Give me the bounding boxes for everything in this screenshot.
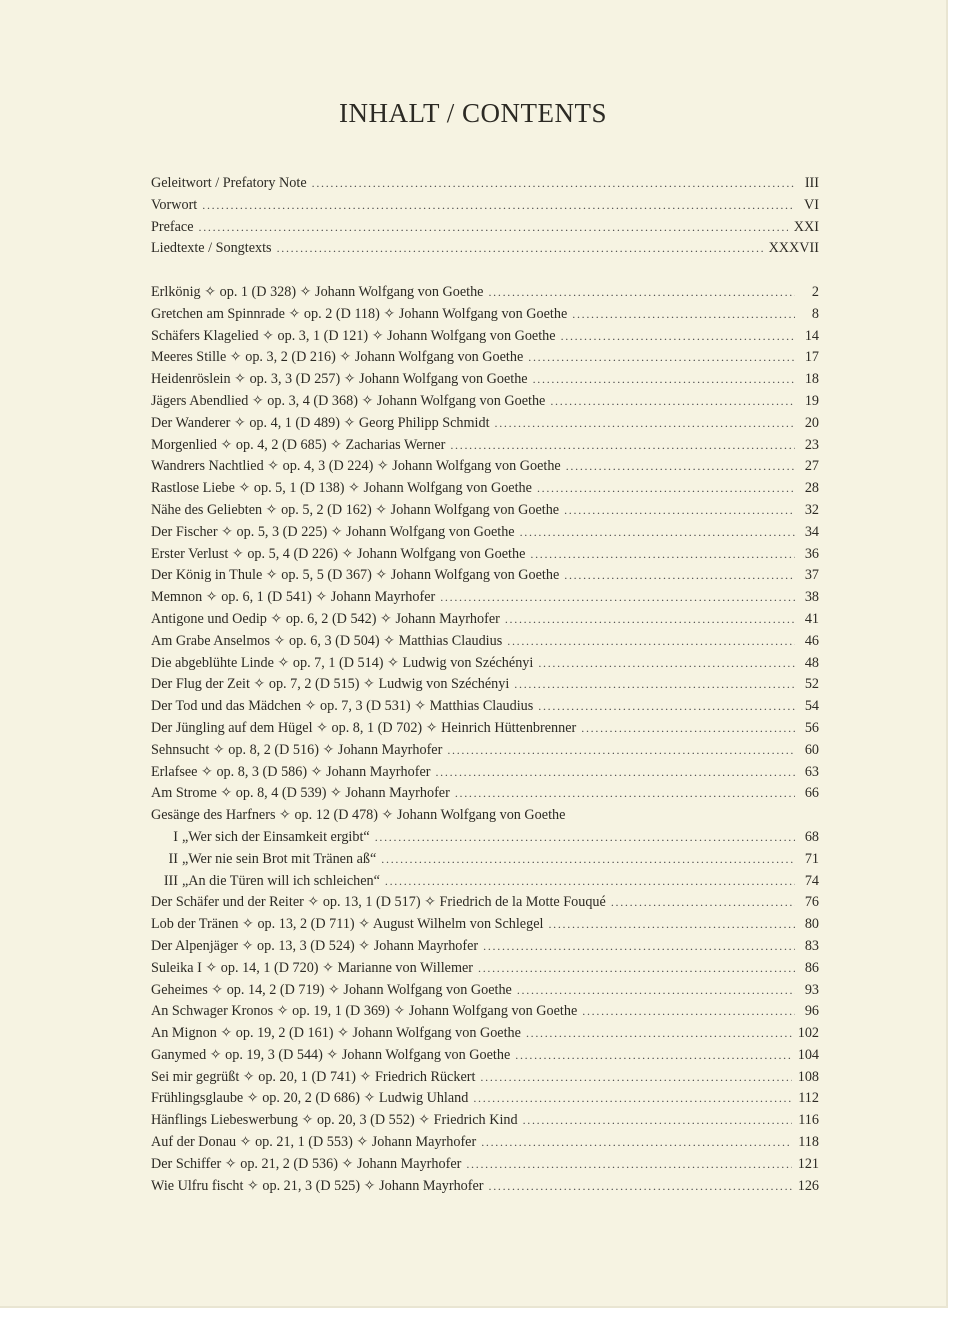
toc-entry <box>151 565 819 587</box>
dot-leader <box>523 1110 793 1132</box>
toc-entry <box>151 217 819 239</box>
entry-title: Meeres Stille ✧ op. 3, 2 (D 216) ✧ Johann Wolfgang von Goethe <box>151 349 524 366</box>
entry-title <box>160 827 370 849</box>
dot-leader <box>564 500 795 522</box>
dot-leader <box>483 936 795 958</box>
dot-leader <box>581 718 795 740</box>
page-number: 74 <box>804 872 819 889</box>
entry-title: Heidenröslein ✧ op. 3, 3 (D 257) ✧ Johann Wolfgang von Goethe <box>151 371 528 388</box>
page-number: 32 <box>804 501 819 518</box>
dot-leader <box>517 980 795 1002</box>
entry-title: Erster Verlust ✧ op. 5, 4 (D 226) ✧ Johann Wolfgang von Goethe <box>151 545 526 562</box>
entry-title: Morgenlied ✧ op. 4, 2 (D 685) ✧ Zacharias Werner <box>151 436 446 453</box>
page-number: 37 <box>804 567 819 584</box>
page-number: 102 <box>797 1025 819 1042</box>
page-number: 116 <box>798 1112 819 1129</box>
roman-numeral: III <box>163 872 178 889</box>
dot-leader <box>488 282 795 304</box>
page-number: 83 <box>804 937 819 954</box>
toc-subentry <box>151 871 819 893</box>
page-number: 2 <box>811 284 819 300</box>
page-number: 36 <box>804 545 819 562</box>
dot-leader <box>564 565 795 587</box>
dot-leader <box>611 892 795 914</box>
entry-title: Wandrers Nachtlied ✧ op. 4, 3 (D 224) ✧ Johann Wolfgang von Goethe <box>151 458 561 475</box>
toc-entry <box>151 783 819 805</box>
toc-entry <box>151 369 819 391</box>
toc-entry <box>151 282 819 304</box>
front-matter-list <box>151 173 819 260</box>
entry-title: Erlkönig ✧ op. 1 (D 328) ✧ Johann Wolfgang von Goethe <box>151 284 484 300</box>
subentry-text: „An die Türen will ich schleichen“ <box>182 872 380 889</box>
page-number: 14 <box>804 327 819 344</box>
entry-title: Erlafsee ✧ op. 8, 3 (D 586) ✧ Johann Mayrhofer <box>151 763 431 780</box>
toc-entry <box>151 892 819 914</box>
dot-leader <box>550 391 795 413</box>
dot-leader <box>375 827 795 849</box>
page-number: 34 <box>804 523 819 540</box>
subentry-text: „Wer nie sein Brot mit Tränen aß“ <box>182 850 377 867</box>
page-number: 68 <box>804 828 819 845</box>
entry-title: Wie Ulfru fischt ✧ op. 21, 3 (D 525) ✧ Johann Mayrhofer <box>151 1177 484 1194</box>
toc-entry <box>151 326 819 348</box>
toc-entry <box>151 980 819 1002</box>
toc-entry <box>151 1088 819 1110</box>
page-number: VI <box>804 196 819 213</box>
page-number: 108 <box>797 1068 819 1085</box>
toc-entry <box>151 1110 819 1132</box>
toc-entry <box>151 456 819 478</box>
toc-entry <box>151 1154 819 1176</box>
dot-leader <box>495 413 795 435</box>
toc-entry <box>151 958 819 980</box>
entry-title: Gretchen am Spinnrade ✧ op. 2 (D 118) ✧ Johann Wolfgang von Goethe <box>151 305 568 322</box>
toc-entry <box>151 435 819 457</box>
entry-title: Der König in Thule ✧ op. 5, 5 (D 367) ✧ Johann Wolfgang von Goethe <box>151 567 560 584</box>
entry-title: Memnon ✧ op. 6, 1 (D 541) ✧ Johann Mayrhofer <box>151 589 436 606</box>
toc-entry <box>151 631 819 653</box>
entry-title: Der Schäfer und der Reiter ✧ op. 13, 1 (D 517) ✧ Friedrich de la Motte Fouqué <box>151 894 606 911</box>
dot-leader <box>312 173 795 195</box>
dot-leader <box>533 369 795 391</box>
dot-leader <box>481 1132 792 1154</box>
toc-entry <box>151 173 819 195</box>
entry-title: Nähe des Geliebten ✧ op. 5, 2 (D 162) ✧ Johann Wolfgang von Goethe <box>151 501 560 518</box>
page-number: 66 <box>804 785 819 802</box>
toc-entry <box>151 522 819 544</box>
toc-entry <box>151 936 819 958</box>
entry-title: Antigone und Oedip ✧ op. 6, 2 (D 542) ✧ Johann Mayrhofer <box>151 610 500 627</box>
page-number: 76 <box>804 894 819 911</box>
entry-title: Gesänge des Harfners ✧ op. 12 (D 478) ✧ Johann Wolfgang von Goethe <box>151 807 566 824</box>
page-number: 48 <box>804 654 819 671</box>
roman-numeral: I <box>173 828 178 845</box>
roman-numeral: II <box>168 850 178 867</box>
dot-leader <box>381 849 795 871</box>
entry-title <box>160 871 380 893</box>
entry-title: Am Grabe Anselmos ✧ op. 6, 3 (D 504) ✧ Matthias Claudius <box>151 632 503 649</box>
entry-title: Sehnsucht ✧ op. 8, 2 (D 516) ✧ Johann Mayrhofer <box>151 741 443 758</box>
entry-title: Der Wanderer ✧ op. 4, 1 (D 489) ✧ Georg Philipp Schmidt <box>151 414 490 431</box>
page-number: 38 <box>804 589 819 606</box>
toc-entry <box>151 718 819 740</box>
toc-entry <box>151 1045 819 1067</box>
page-number: 18 <box>804 371 819 388</box>
dot-leader <box>277 238 763 260</box>
page-number: 46 <box>804 632 819 649</box>
toc-entry <box>151 653 819 675</box>
toc-entry <box>151 478 819 500</box>
page-title: INHALT / CONTENTS <box>338 98 607 128</box>
dot-leader <box>507 631 795 653</box>
page-number: 28 <box>804 480 819 497</box>
page-number: 93 <box>804 981 819 998</box>
page-number: XXI <box>793 218 819 235</box>
entry-title: Der Jüngling auf dem Hügel ✧ op. 8, 1 (D 702) ✧ Heinrich Hüttenbrenner <box>151 719 577 736</box>
toc-entry <box>151 238 819 260</box>
entry-title: Sei mir gegrüßt ✧ op. 20, 1 (D 741) ✧ Friedrich Rückert <box>151 1068 476 1085</box>
dot-leader <box>526 1023 792 1045</box>
page-number: XXXVII <box>768 240 819 257</box>
dot-leader <box>455 783 795 805</box>
toc-entry <box>151 413 819 435</box>
entry-title: An Mignon ✧ op. 19, 2 (D 161) ✧ Johann Wolfgang von Goethe <box>151 1025 521 1042</box>
entry-title: Liedtexte / Songtexts <box>151 240 272 257</box>
dot-leader <box>566 456 795 478</box>
page-number: 118 <box>798 1134 819 1151</box>
page-number: 56 <box>804 719 819 736</box>
page-number: III <box>804 175 819 191</box>
dot-leader <box>199 217 788 239</box>
toc-entry <box>151 195 819 217</box>
toc-entry <box>151 1176 819 1198</box>
entry-title: Ganymed ✧ op. 19, 3 (D 544) ✧ Johann Wolfgang von Goethe <box>151 1046 511 1063</box>
page-number: 80 <box>804 916 819 933</box>
page-number: 41 <box>804 610 819 627</box>
toc-entry <box>151 914 819 936</box>
page-number: 112 <box>798 1090 819 1107</box>
entry-title: Die abgeblühte Linde ✧ op. 7, 1 (D 514) ✧ Ludwig von Széchényi <box>151 654 534 671</box>
dot-leader <box>466 1154 791 1176</box>
entry-title: An Schwager Kronos ✧ op. 19, 1 (D 369) ✧ Johann Wolfgang von Goethe <box>151 1003 578 1020</box>
dot-leader <box>537 478 795 500</box>
entry-title: Geheimes ✧ op. 14, 2 (D 719) ✧ Johann Wolfgang von Goethe <box>151 981 512 998</box>
toc-entry <box>151 500 819 522</box>
entry-title: Der Schiffer ✧ op. 21, 2 (D 536) ✧ Johann Mayrhofer <box>151 1155 462 1172</box>
dot-leader <box>538 696 795 718</box>
page-number: 27 <box>804 458 819 475</box>
entry-title: Der Flug der Zeit ✧ op. 7, 2 (D 515) ✧ Ludwig von Széchényi <box>151 676 510 693</box>
page-number: 19 <box>804 392 819 409</box>
toc-entry <box>151 762 819 784</box>
song-list <box>151 282 819 1197</box>
toc-subentry <box>151 827 819 849</box>
subentry-text: „Wer sich der Einsamkeit ergibt“ <box>182 828 370 845</box>
entry-title: Schäfers Klagelied ✧ op. 3, 1 (D 121) ✧ Johann Wolfgang von Goethe <box>151 327 556 344</box>
dot-leader <box>435 762 795 784</box>
dot-leader <box>514 674 795 696</box>
page-number: 60 <box>804 741 819 758</box>
entry-title: Rastlose Liebe ✧ op. 5, 1 (D 138) ✧ Johann Wolfgang von Goethe <box>151 480 532 497</box>
entry-title: Vorwort <box>151 196 198 213</box>
toc-entry <box>151 609 819 631</box>
dot-leader <box>561 326 795 348</box>
toc-entry <box>151 1023 819 1045</box>
dot-leader <box>440 587 795 609</box>
page-number: 104 <box>797 1046 819 1063</box>
entry-title: Lob der Tränen ✧ op. 13, 2 (D 711) ✧ August Wilhelm von Schlegel <box>151 916 544 933</box>
entry-title: Hänflings Liebeswerbung ✧ op. 20, 3 (D 552) ✧ Friedrich Kind <box>151 1112 518 1129</box>
dot-leader <box>489 1176 792 1198</box>
dot-leader <box>548 914 795 936</box>
entry-title <box>160 849 376 871</box>
entry-title: Suleika I ✧ op. 14, 1 (D 720) ✧ Marianne von Willemer <box>151 959 473 976</box>
toc-entry <box>151 1001 819 1023</box>
page-number: 54 <box>804 698 819 715</box>
toc-entry <box>151 347 819 369</box>
dot-leader <box>450 435 795 457</box>
entry-title: Jägers Abendlied ✧ op. 3, 4 (D 368) ✧ Johann Wolfgang von Goethe <box>151 392 546 409</box>
page-number: 63 <box>804 763 819 780</box>
entry-title: Frühlingsglaube ✧ op. 20, 2 (D 686) ✧ Ludwig Uhland <box>151 1090 469 1107</box>
entry-title: Am Strome ✧ op. 8, 4 (D 539) ✧ Johann Mayrhofer <box>151 785 450 802</box>
page-number: 121 <box>797 1155 819 1172</box>
entry-title: Geleitwort / Prefatory Note <box>151 175 307 191</box>
toc-entry <box>151 391 819 413</box>
dot-leader <box>572 304 795 326</box>
entry-title: Der Alpenjäger ✧ op. 13, 3 (D 524) ✧ Johann Mayrhofer <box>151 937 479 954</box>
dot-leader <box>480 1067 791 1089</box>
toc-entry <box>151 1067 819 1089</box>
page-number: 20 <box>804 414 819 431</box>
page-number: 96 <box>804 1003 819 1020</box>
dot-leader <box>478 958 795 980</box>
toc-entry <box>151 696 819 718</box>
toc-entry <box>151 1132 819 1154</box>
entry-title: Der Tod und das Mädchen ✧ op. 7, 3 (D 531) ✧ Matthias Claudius <box>151 698 534 715</box>
dot-leader <box>530 544 795 566</box>
page-number: 86 <box>804 959 819 976</box>
dot-leader <box>202 195 795 217</box>
dot-leader <box>538 653 795 675</box>
dot-leader <box>515 1045 791 1067</box>
page-number: 8 <box>811 305 819 322</box>
page-number: 52 <box>804 676 819 693</box>
entry-title: Preface <box>151 218 194 235</box>
dot-leader <box>528 347 795 369</box>
toc-group-heading <box>151 805 819 827</box>
toc-entry <box>151 740 819 762</box>
dot-leader <box>473 1088 792 1110</box>
toc-subentry <box>151 849 819 871</box>
dot-leader <box>385 871 795 893</box>
entry-title: Der Fischer ✧ op. 5, 3 (D 225) ✧ Johann Wolfgang von Goethe <box>151 523 515 540</box>
page-number: 126 <box>797 1177 819 1194</box>
page-number: 17 <box>804 349 819 366</box>
entry-title: Auf der Donau ✧ op. 21, 1 (D 553) ✧ Johann Mayrhofer <box>151 1134 477 1151</box>
dot-leader <box>520 522 795 544</box>
dot-leader <box>582 1001 795 1023</box>
toc-entry <box>151 304 819 326</box>
page-number: 71 <box>804 850 819 867</box>
dot-leader <box>505 609 795 631</box>
page-number: 23 <box>804 436 819 453</box>
toc-entry <box>151 544 819 566</box>
dot-leader <box>447 740 795 762</box>
toc-entry <box>151 587 819 609</box>
toc-entry <box>151 674 819 696</box>
